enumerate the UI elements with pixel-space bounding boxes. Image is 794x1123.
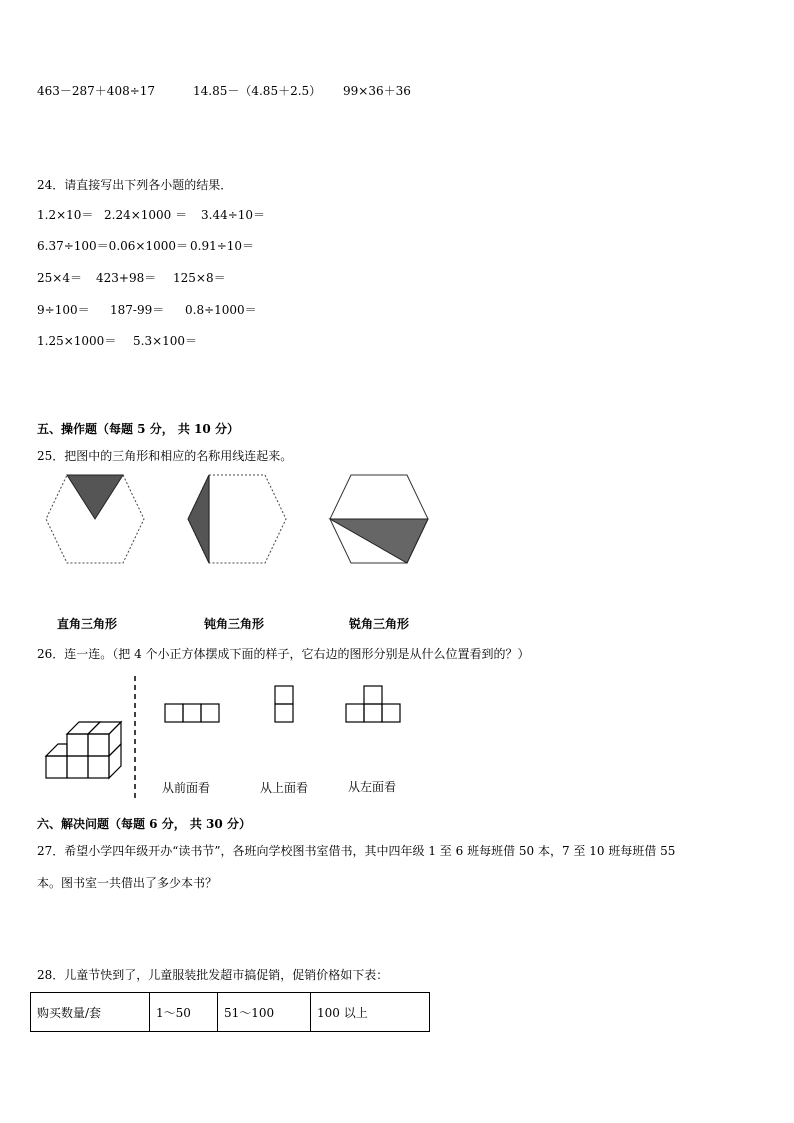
q27-line-2: 本。图书室一共借出了多少本书？ — [37, 876, 218, 890]
view-three-squares-row — [164, 703, 222, 723]
q24-item: 9÷100＝ — [37, 303, 90, 317]
shaded-triangle — [67, 475, 123, 519]
q24-item: 125×8＝ — [173, 271, 226, 285]
q24-item: 25×4＝ — [37, 271, 82, 285]
q24-item: 423+98＝ — [96, 271, 157, 285]
q24-item: 1.2×10＝ — [37, 208, 94, 222]
price-table — [30, 992, 430, 1032]
q24-item: 2.24×1000 ＝ — [104, 208, 188, 222]
q24-item: 6.37÷100＝0.06×1000＝ — [37, 239, 188, 253]
q24-item: 5.3×100＝ — [133, 334, 198, 348]
q24-title: 24．请直接写出下列各小题的结果． — [37, 178, 233, 192]
q24-item: 3.44÷10＝ — [201, 208, 266, 222]
q28-title: 28．儿童节快到了，儿童服装批发超市搞促销，促销价格如下表： — [37, 968, 389, 982]
label-right-triangle: 直角三角形 — [57, 617, 118, 631]
section-5-heading: 五、操作题（每题 5 分， 共 10 分） — [37, 422, 239, 436]
view-t-shape-squares — [345, 685, 403, 723]
view-two-squares-column — [274, 685, 296, 723]
q24-item: 187-99＝ — [110, 303, 165, 317]
hexagon-figure-acute-triangle — [324, 472, 434, 568]
q23-expression-1: 463－287＋408÷17 — [37, 84, 156, 98]
table-cell: 1～50 — [150, 993, 218, 1032]
view-label-left: 从左面看 — [348, 780, 397, 794]
cube-stack-figure — [40, 712, 136, 784]
table-cell: 购买数量/套 — [31, 993, 150, 1032]
table-cell: 100 以上 — [311, 993, 430, 1032]
q27-line-1: 27．希望小学四年级开办“读书节”，各班向学校图书室借书，其中四年级 1 至 6 班每班借 50 本，7 至 10 班每班借 55 — [37, 844, 676, 858]
shaded-triangle — [330, 519, 428, 563]
view-label-top: 从上面看 — [260, 781, 309, 795]
dashed-divider — [132, 676, 138, 800]
label-acute-triangle: 锐角三角形 — [349, 617, 410, 631]
table-row — [31, 993, 430, 1032]
q26-title: 26．连一连。（把 4 个小正方体摆成下面的样子，它右边的图形分别是从什么位置看到的？） — [37, 647, 530, 661]
q24-item: 0.91÷10＝ — [190, 239, 255, 253]
label-obtuse-triangle: 钝角三角形 — [204, 617, 265, 631]
hexagon-figure-right-triangle — [40, 472, 150, 568]
q24-item: 1.25×1000＝ — [37, 334, 117, 348]
q24-item: 0.8÷1000＝ — [185, 303, 257, 317]
section-6-heading: 六、解决问题（每题 6 分， 共 30 分） — [37, 817, 251, 831]
view-label-front: 从前面看 — [162, 781, 211, 795]
shaded-triangle — [188, 475, 209, 563]
q23-expression-3: 99×36＋36 — [343, 84, 411, 98]
q25-title: 25．把图中的三角形和相应的名称用线连起来。 — [37, 449, 293, 463]
hexagon-figure-obtuse-triangle — [182, 472, 292, 568]
table-cell: 51～100 — [218, 993, 311, 1032]
q23-expression-2: 14.85－（4.85＋2.5） — [193, 84, 322, 98]
